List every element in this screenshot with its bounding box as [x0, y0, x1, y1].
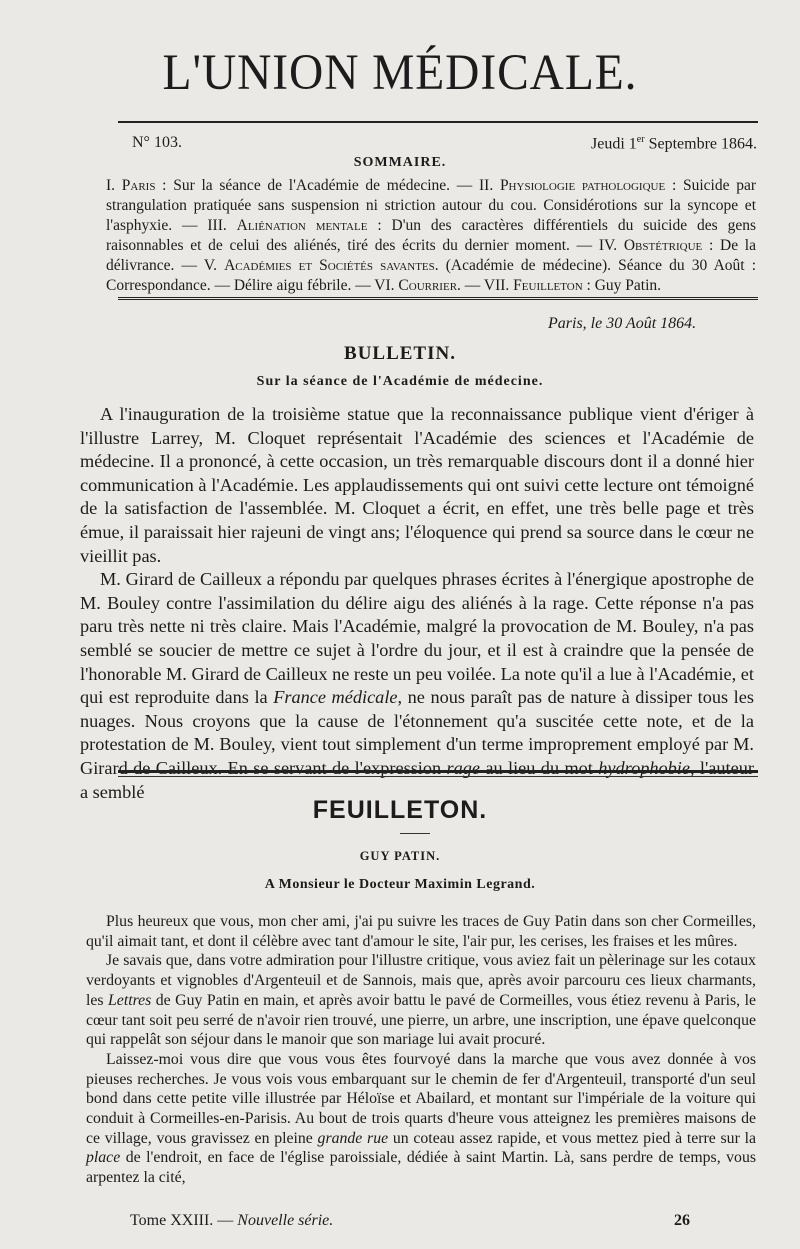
masthead-title: L'UNION MÉDICALE.: [162, 45, 638, 101]
feuilleton-heading: FEUILLETON.: [312, 796, 488, 824]
page-number: 26: [674, 1212, 690, 1229]
masthead-rule: [118, 121, 758, 123]
bulletin-subheading: Sur la séance de l'Académie de médecine.: [256, 374, 544, 389]
bulletin-body: [80, 403, 754, 804]
feuilleton-body: [86, 912, 756, 1188]
sommaire-body: I. Paris : Sur la séance de l'Académie de médecine. — II. Physiologie pathologique : Suicide par strangulation pratiquée sans suspension ni striction autour du cou. Considérotions sur la syncope et l'asphyxie. — III. Aliénation mentale : D'un des caractères différentiels du suicide des gens raisonnables et de celui des aliénés, tiré des écrits du dernier moment. — IV. Obstétrique : De la délivrance. — V. Académies et Sociétés savantes. (Académie de médecine). Séance du 30 Août : Correspondance. — Délire aigu fébrile. — VI. Courrier. — VII. Feuilleton : Guy Patin.: [106, 177, 756, 294]
feuilleton-paragraph-1: Plus heureux que vous, mon cher ami, j'ai pu suivre les traces de Guy Patin dans son cher Cormeilles, qu'il aimait tant, et dont il célèbre avec tant d'amour le site, l'air pur, les cerises, les fraises et les mûres.: [86, 913, 756, 950]
sommaire-rule: [118, 297, 758, 303]
feuilleton-dedication: A Monsieur le Docteur Maximin Legrand.: [264, 877, 536, 892]
feuilleton-short-rule: [400, 833, 430, 834]
feuilleton-paragraph-2: Je savais que, dans votre admiration pour l'illustre critique, vous aviez fait un pèlerinage sur les cotaux verdoyants et vignobles d'Argenteuil et de Sannois, mais que, après avoir parcouru ces lieux charmants, les Lettres de Guy Patin en main, et après avoir battu le pavé de Cormeilles, vous étiez revenu à Paris, le cœur tant soit peu serré de n'avoir rien trouvé, une pierre, un arbre, une inscription, une épave quelconque qui rappelât son séjour dans le manoir que son mariage lui avait procuré.: [86, 952, 756, 1049]
tome-label: Tome XXIII. — Nouvelle série.: [130, 1212, 334, 1229]
issue-date: Jeudi 1er Septembre 1864.: [591, 134, 757, 153]
sommaire-heading: SOMMAIRE.: [353, 155, 447, 170]
feuilleton-rule-bottom: [118, 776, 758, 777]
issue-number: N° 103.: [132, 134, 182, 151]
bulletin-paragraph-1: A l'inauguration de la troisième statue que la reconnaissance publique vient d'ériger à l'illustre Larrey, M. Cloquet représentait l'Académie des sciences et l'Académie de médecine. Il a prononcé, à cette occasion, un très remarquable discours dont il a donné hier communication à l'Académie. Les applaudissements qui ont suivi cette lecture ont témoigné de la satisfaction de l'assemblée. M. Cloquet a écrit, en effet, une très belle page et très émue, il paraissait hier rajeuni de vingt ans; l'éloquence qui prend sa source dans le cœur ne vieillit pas.: [80, 404, 754, 566]
feuilleton-author: GUY PATIN.: [359, 849, 441, 863]
feuilleton-paragraph-3: Laissez-moi vous dire que vous vous êtes fourvoyé dans la marche que vous avez donnée à vos pieuses recherches. Je vous vois vous embarquant sur le chemin de fer d'Argenteuil, transporté d'un seul bond dans cette petite ville illustrée par Héloïse et Abailard, et montant sur l'impériale de la voiture qui conduit à Cormeilles-en-Parisis. Au bout de trois quarts d'heure vous atteignez les premières maisons de ce village, vous gravissez en pleine grande rue un coteau assez rapide, et vous mettez pied à terre sur la place de l'endroit, en face de l'église paroissiale, dédiée à saint Martin. Là, sans perdre de temps, vous arpentez la cité,: [86, 1050, 756, 1187]
feuilleton-rule-top: [118, 770, 758, 773]
dateline: Paris, le 30 Août 1864.: [548, 315, 697, 332]
bulletin-paragraph-2: M. Girard de Cailleux a répondu par quelques phrases écrites à l'énergique apostrophe de M. Bouley contre l'assimilation du délire aigu des aliénés à la rage. Cette réponse n'a pas paru très nette ni très claire. Mais l'Académie, malgré la provocation de M. Bouley, n'a pas semblé se soucier de mettre ce sujet à l'ordre du jour, et il est à craindre que la pensée de l'honorable M. Girard de Cailleux ne reste un peu voilée. La note qu'il a lue à l'Académie, et qui est reproduite dans la France médicale, ne nous paraît pas de nature à dissiper tous les nuages. Nous croyons que la cause de l'étonnement qu'a suscitée cette note, et de la protestation de M. Bouley, vient tout simplement d'un terme improprement employé par M. Girard de Cailleux. En se servant de l'expression rage au lieu du mot hydrophobie, l'auteur a semblé: [80, 569, 754, 802]
bulletin-heading: BULLETIN.: [344, 343, 456, 364]
